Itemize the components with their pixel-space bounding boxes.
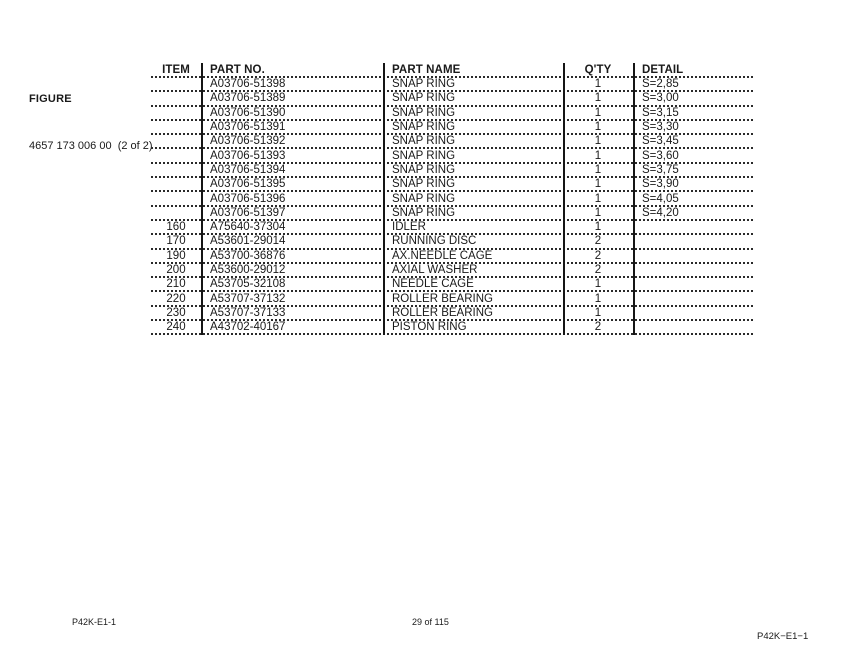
part-name-cell: PISTON RING	[392, 321, 467, 334]
column-divider	[633, 63, 635, 335]
detail-cell: S=3,75	[642, 163, 679, 176]
table-row	[151, 135, 753, 149]
table-row	[151, 250, 753, 264]
figure-block	[29, 62, 153, 184]
part-no-cell: A03706-51391	[210, 121, 286, 134]
table-row	[151, 107, 753, 121]
part-no-cell: A53707-37133	[210, 306, 286, 319]
qty-cell: 2	[594, 321, 602, 334]
footer-doc-code-right: P42K−E1−1	[757, 631, 809, 642]
part-name-cell: SNAP RING	[392, 135, 456, 148]
table-row	[151, 207, 753, 221]
column-divider	[383, 63, 385, 335]
table-row	[151, 235, 753, 249]
table-row	[151, 164, 753, 178]
table-row	[151, 321, 753, 335]
table-header-row	[151, 63, 753, 78]
part-no-cell: A53700-36876	[210, 249, 286, 262]
part-no-cell: A53707-37132	[210, 292, 286, 305]
part-no-cell: A03706-51395	[210, 178, 286, 191]
item-cell: 200	[166, 264, 186, 276]
qty-cell: 1	[594, 306, 602, 319]
column-divider	[201, 63, 203, 335]
detail-cell: S=3,90	[642, 178, 679, 191]
part-no-cell: A03706-51398	[210, 78, 286, 91]
part-no-cell: A03706-51393	[210, 149, 286, 162]
part-no-cell: A03706-51389	[210, 92, 286, 105]
part-name-cell: ROLLER BEARING	[392, 306, 493, 319]
item-cell: 240	[166, 321, 186, 334]
column-header-item: ITEM	[162, 63, 190, 76]
item-cell: 160	[166, 221, 186, 234]
part-name-cell: SNAP RING	[392, 192, 456, 205]
qty-cell: 1	[594, 221, 602, 234]
part-no-cell: A03706-51392	[210, 135, 286, 148]
qty-cell: 2	[594, 249, 602, 262]
detail-cell: S=3,00	[642, 92, 679, 105]
qty-cell: 1	[594, 292, 602, 305]
parts-table	[151, 63, 753, 335]
table-row	[151, 121, 753, 135]
detail-cell: S=2,85	[642, 78, 679, 91]
qty-cell: 1	[594, 192, 602, 205]
table-row	[151, 78, 753, 92]
qty-cell: 1	[594, 135, 602, 148]
qty-cell: 1	[594, 121, 602, 134]
part-no-cell: A03706-51396	[210, 192, 286, 205]
qty-cell: 1	[594, 92, 602, 105]
table-row	[151, 278, 753, 292]
column-header-part-no: PART NO.	[210, 63, 265, 76]
qty-cell: 1	[594, 278, 602, 291]
qty-cell: 2	[594, 264, 602, 276]
qty-cell: 1	[594, 163, 602, 176]
table-row	[151, 221, 753, 235]
part-no-cell: A75640-37304	[210, 221, 286, 234]
item-cell: 230	[166, 306, 186, 319]
figure-value: 4657 173 006 00 (2 of 2)	[29, 140, 153, 152]
detail-cell: S=3,30	[642, 121, 679, 134]
table-row	[151, 92, 753, 106]
part-name-cell: SNAP RING	[392, 106, 456, 119]
part-name-cell: SNAP RING	[392, 149, 456, 162]
detail-cell: S=3,60	[642, 149, 679, 162]
qty-cell: 2	[594, 235, 602, 248]
detail-cell: S=4,05	[642, 192, 679, 205]
qty-cell: 1	[594, 78, 602, 91]
part-name-cell: RUNNING DISC	[392, 235, 477, 248]
table-row	[151, 292, 753, 306]
part-name-cell: ROLLER BEARING	[392, 292, 493, 305]
part-name-cell: NEEDLE CAGE	[392, 278, 474, 291]
table-row	[151, 307, 753, 321]
part-no-cell: A53600-29012	[210, 264, 286, 276]
table-row	[151, 264, 753, 278]
table-row	[151, 192, 753, 206]
part-no-cell: A03706-51394	[210, 163, 286, 176]
detail-cell: S=3,15	[642, 106, 679, 119]
part-name-cell: SNAP RING	[392, 163, 456, 176]
part-name-cell: SNAP RING	[392, 92, 456, 105]
part-name-cell: AXIAL WASHER	[392, 264, 478, 276]
part-name-cell: AX.NEEDLE CAGE	[392, 249, 493, 262]
qty-cell: 1	[594, 106, 602, 119]
part-name-cell: SNAP RING	[392, 78, 456, 91]
detail-cell: S=3,45	[642, 135, 679, 148]
qty-cell: 1	[594, 149, 602, 162]
item-cell: 220	[166, 292, 186, 305]
table-row	[151, 178, 753, 192]
item-cell: 170	[166, 235, 186, 248]
footer-doc-code-left: P42K-E1-1	[72, 617, 117, 627]
qty-cell: 1	[594, 206, 602, 219]
qty-cell: 1	[594, 178, 602, 191]
detail-cell: S=4,20	[642, 206, 679, 219]
part-name-cell: SNAP RING	[392, 121, 456, 134]
column-header-part-name: PART NAME	[392, 63, 461, 76]
footer-page-indicator: 29 of 115	[412, 617, 449, 627]
column-header-qty: Q'TY	[584, 63, 612, 76]
column-header-detail: DETAIL	[642, 63, 684, 76]
part-no-cell: A43702-40167	[210, 321, 286, 334]
part-name-cell: SNAP RING	[392, 206, 456, 219]
item-cell: 190	[166, 249, 186, 262]
part-no-cell: A53705-32108	[210, 278, 286, 291]
item-cell: 210	[166, 278, 186, 291]
part-no-cell: A03706-51397	[210, 206, 286, 219]
part-name-cell: IDLER	[392, 221, 426, 234]
part-no-cell: A53601-29014	[210, 235, 286, 248]
table-row	[151, 149, 753, 163]
table-body	[151, 78, 753, 335]
figure-label: FIGURE	[29, 93, 72, 105]
column-divider	[563, 63, 565, 335]
part-no-cell: A03706-51390	[210, 106, 286, 119]
part-name-cell: SNAP RING	[392, 178, 456, 191]
